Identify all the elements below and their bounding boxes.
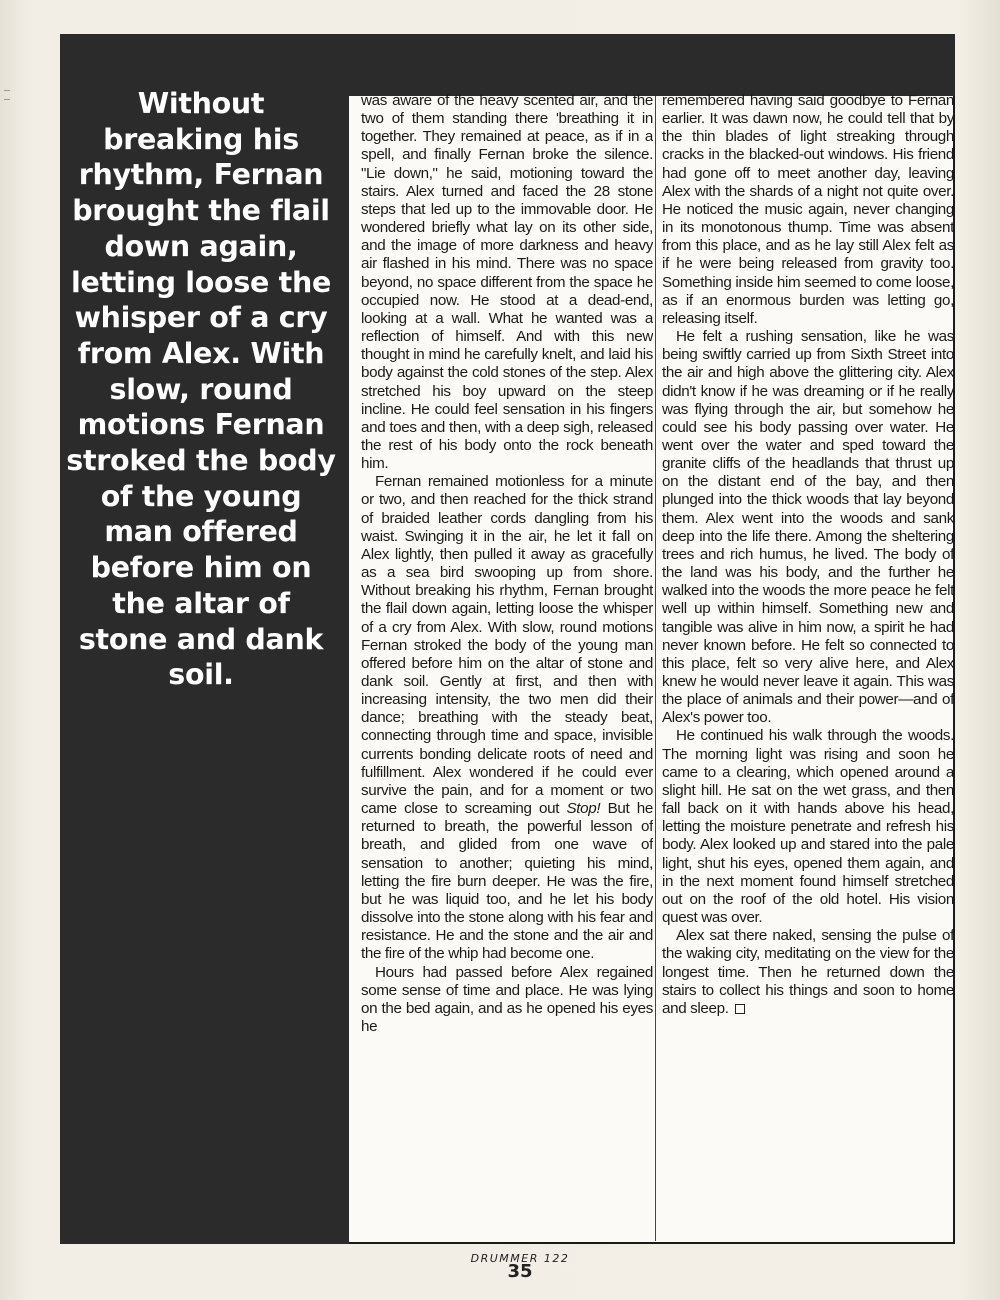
- paragraph-text: But he returned to breath, the powerful lesson of breath, and glided from one wave of sensation to another; quieting his mind, letting the fire burn deeper. He was the fire, but he was liquid too, and he let his body dissolve into the stone along with his fear and resistance. He and the stone and the air and the fire of the whip had become one.: [361, 800, 653, 963]
- paragraph: [361, 473, 653, 963]
- paragraph-text: Alex sat there naked, sensing the pulse of the waking city, meditating on the view for the longest time. Then he returned down the stairs to collect his things and soon to home and sleep.: [662, 927, 954, 1017]
- column-divider: [655, 96, 656, 1241]
- paragraph-text: Fernan remained motionless for a minute or two, and then reached for the thick strand of braided leather cords dangling from his waist. Swinging it in the air, he let it fall on Alex lightly, then pulled it away as gracefully as a sea bird swooping up from shore. Without breaking his rhythm, Fernan brought the flail down again, letting loose the whisper of a cry from Alex. With slow, round motions Fernan stroked the body of the young man offered before him on the altar of stone and dank soil. Gently at first, and then with increasing intensity, the two men did their dance; breathing with the steady beat, connecting through time and space, invisible currents bonding delicate roots of need and fulfillment. Alex wondered if he could ever survive the pain, and for a moment or two came close to screaming out: [361, 473, 653, 818]
- paragraph: Hours had passed before Alex regained some sense of time and place. He was lying on the bed again, and as he opened his eyes he: [361, 963, 653, 1035]
- pull-quote: Without breaking his rhythm, Fernan brought the flail down again, letting loose the whisper of a cry from Alex. With slow, round motions Fernan stroked the body of the young man offered before him on the altar of stone and dank soil.: [66, 87, 336, 692]
- page-footer: [420, 1252, 620, 1281]
- paragraph: was aware of the heavy scented air, and the two of them standing there 'breathing it in together. They remained at peace, as if in a spell, and finally Fernan broke the silence. "Lie down," he said, motioning toward the stairs. Alex turned and faced the 28 stone steps that led up to the immovable door. He wondered briefly what lay on its other side, and the image of more darkness and heavy air flashed in his mind. There was no space beyond, no space different from the space he occupied now. He stood at a dead-end, looking at a wall. What he wanted was a reflection of himself. And with this new thought in mind he carefully knelt, and laid his body against the cold stones of the step. Alex stretched his boy upward on the steep incline. He could feel sensation in his fingers and toes and then, with a deep sigh, released the rest of his body onto the rock beneath him.: [361, 92, 653, 473]
- emphasis-text: Stop!: [566, 800, 601, 818]
- paragraph: He felt a rushing sensation, like he was being swiftly carried up from Sixth Street into the air and high above the glittering city. Alex didn't know if he was dreaming or if he really was flying through the air, but somehow he could see his body passing over water. He went over the water and sped toward the granite cliffs of the headlands that thrust up on the distant end of the bay, and then plunged into the thick woods that lay beyond them. Alex went into the woods and sank deep into the life there. Among the sheltering trees and rich humus, he lived. The body of the land was his body, and the further he walked into the woods the more peace he felt well up within himself. Something new and tangible was alive in him now, a spirit he had never known before. He felt so connected to this place, felt so very alive here, and Alex knew he would never leave it again. This was the place of animals and their power—and of Alex's power too.: [662, 328, 954, 727]
- magazine-name: DRUMMER 122: [470, 1252, 570, 1265]
- paragraph: He continued his walk through the woods. The morning light was rising and soon he came to a clearing, which opened around a slight hill. He sat on the wet grass, and then fall back on it with hands above his head, letting the moisture penetrate and refresh his body. Alex looked up and stared into the pale light, shut his eyes, opened them again, and in the next moment found himself stretched out on the roof of the old hotel. His vision quest was over.: [662, 727, 954, 927]
- end-of-story-icon: [735, 1004, 745, 1014]
- text-column-1: [361, 92, 653, 1242]
- paragraph: [662, 927, 954, 1018]
- paragraph: remembered having said goodbye to Fernan earlier. It was dawn now, he could tell that by the thin blades of light streaking through cracks in the blacked-out windows. His friend had gone off to meet another day, leaving Alex with the shards of a night not quite over. He noticed the music again, never changing in its monotonous thump. Time was absent from this place, and as he lay still Alex felt as if he were being released from gravity too. Something inside him seemed to come loose, as if an enormous burden was letting go, releasing itself.: [662, 92, 954, 327]
- binding-mark: [4, 90, 10, 100]
- page-number: 35: [507, 1261, 533, 1282]
- text-column-2: [662, 92, 954, 1242]
